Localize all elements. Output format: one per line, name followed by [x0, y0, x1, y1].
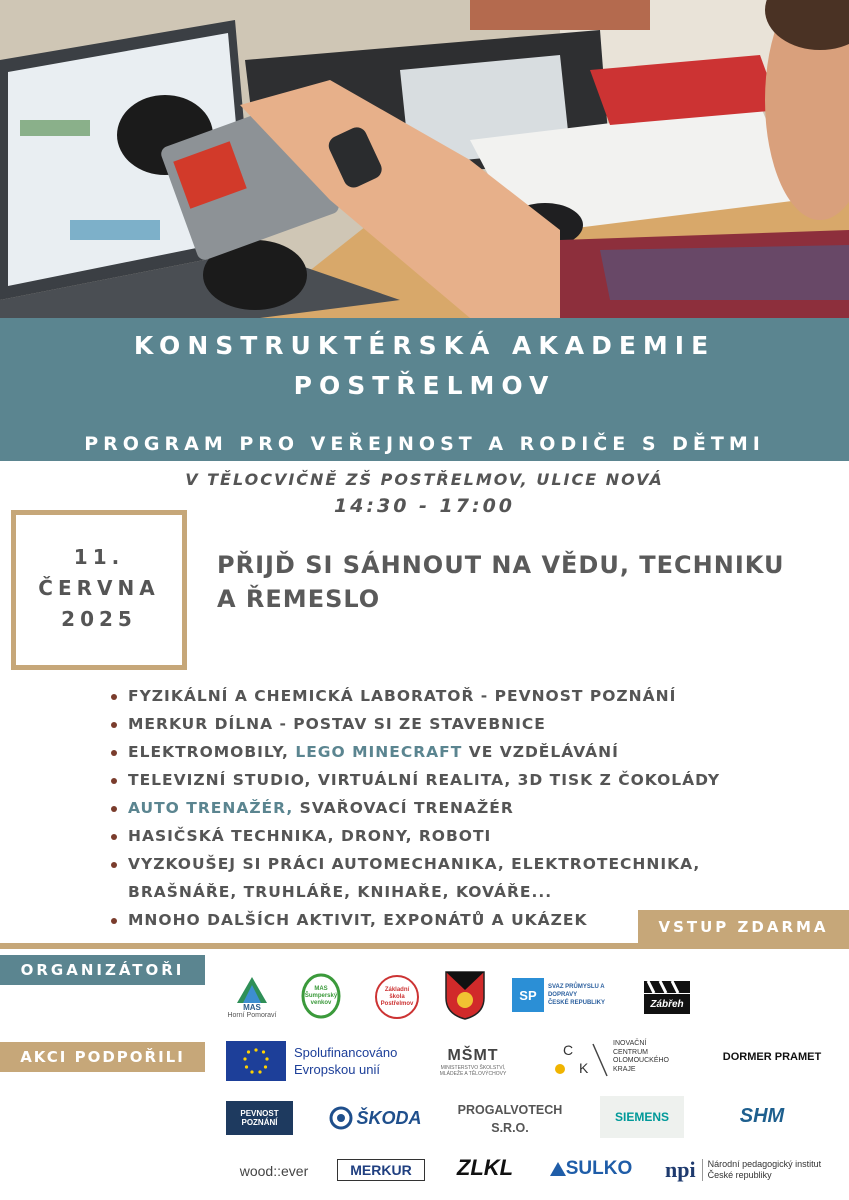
logo-merkur: MERKUR [337, 1159, 425, 1181]
logo-zlkl: ZLKL [456, 1155, 514, 1180]
highlight-auto: AUTO TRENAŽÉR, [128, 799, 294, 817]
list-item: HASIČSKÁ TECHNIKA, DRONY, ROBOTI [108, 822, 728, 850]
date-box [11, 510, 187, 670]
event-title-place: POSTŘELMOV [293, 371, 556, 400]
logo-siemens: SIEMENS [600, 1096, 684, 1138]
skoda-emblem-icon [329, 1106, 353, 1130]
date-day: 11. [73, 545, 125, 569]
date-month: ČERVNA [38, 576, 160, 600]
logo-dormer-pramet: DORMER PRAMET [722, 1051, 822, 1063]
logo-pevnost-poznani: PEVNOST POZNÁNÍ [226, 1101, 293, 1135]
highlight-lego: LEGO MINECRAFT [295, 743, 463, 761]
slash-icon [591, 1042, 611, 1078]
logo-npi: npi Národní pedagogický institut České republiky [665, 1157, 822, 1182]
coat-of-arms-icon [444, 970, 486, 1020]
list-item: MNOHO DALŠÍCH AKTIVIT, EXPONÁTŮ A UKÁZEK [108, 906, 728, 934]
header-photo [0, 0, 849, 318]
list-item: TELEVIZNÍ STUDIO, VIRTUÁLNÍ REALITA, 3D TISK Z ČOKOLÁDY [108, 766, 728, 794]
logo-svaz-prumyslu: SP SVAZ PRŮMYSLU A DOPRAVY ČESKÉ REPUBLIKY [512, 978, 630, 1012]
logo-shm: SHM [739, 1104, 785, 1127]
divider [0, 943, 849, 949]
logo-woodever: wood::ever [239, 1163, 309, 1179]
logo-inovacni-centrum: C K INOVAČNÍ CENTRUM OLOMOUCKÉHO KRAJE [553, 1040, 673, 1080]
logo-skoda: ŠKODA [328, 1104, 423, 1132]
headline [217, 548, 817, 616]
organizers-label: ORGANIZÁTOŘI [0, 955, 205, 985]
event-venue: V TĚLOCVIČNĚ ZŠ POSTŘELMOV, ULICE NOVÁ [185, 470, 664, 489]
logo-mas-horni-pomoravi: MAS Horní Pomoraví [226, 972, 278, 1024]
dot-icon [555, 1064, 565, 1074]
event-subtitle: PROGRAM PRO VEŘEJNOST A RODIČE S DĚTMI [84, 433, 765, 455]
list-item: MERKUR DÍLNA - POSTAV SI ZE STAVEBNICE [108, 710, 728, 738]
logo-progalvotech: PROGALVOTECH S.R.O. [457, 1103, 563, 1135]
list-item: AUTO TRENAŽÉR, SVAŘOVACÍ TRENAŽÉR [108, 794, 728, 822]
list-item: FYZIKÁLNÍ A CHEMICKÁ LABORATOŘ - PEVNOST POZNÁNÍ [108, 682, 728, 710]
date-year: 2025 [61, 607, 137, 631]
clapperboard-icon [644, 978, 690, 994]
event-time: 14:30 - 17:00 [333, 495, 516, 517]
logo-mas-sumpersky: MAS Šumperský venkov [300, 973, 342, 1019]
free-entry-badge: VSTUP ZDARMA [638, 910, 849, 943]
robotics-photo-illustration [0, 0, 849, 318]
mas-mountain-icon [237, 977, 267, 1003]
list-item: ELEKTROMOBILY, LEGO MINECRAFT VE VZDĚLÁVÁNÍ [108, 738, 728, 766]
logo-postrelmov-coat-of-arms [444, 970, 486, 1020]
event-title: KONSTRUKTÉRSKÁ AKADEMIE [133, 331, 716, 360]
supporters-label: AKCI PODPOŘILI [0, 1042, 205, 1072]
logo-msmt: MŠMT MINISTERSTVO ŠKOLSTVÍ, MLÁDEŽE A TĚLOVÝCHOVY [439, 1047, 507, 1077]
headline-line1: PŘIJĎ SI SÁHNOUT NA VĚDU, TECHNIKU [217, 551, 785, 579]
sulko-chevron-icon [550, 1162, 566, 1176]
logo-sulko: SULKO [537, 1157, 645, 1181]
logo-zs-postrelmov: Základní škola Postřelmov [375, 975, 419, 1019]
logo-zabreh: Zábřeh [641, 975, 693, 1017]
list-item: VYZKOUŠEJ SI PRÁCI AUTOMECHANIKA, ELEKTROTECHNIKA, BRAŠNÁŘE, TRUHLÁŘE, KNIHAŘE, KOVÁŘE... [108, 850, 728, 906]
activity-list [108, 682, 728, 934]
logo-eu: Spolufinancováno Evropskou unií [226, 1040, 401, 1082]
headline-line2: A ŘEMESLO [217, 585, 381, 613]
eu-flag-icon [226, 1041, 286, 1081]
